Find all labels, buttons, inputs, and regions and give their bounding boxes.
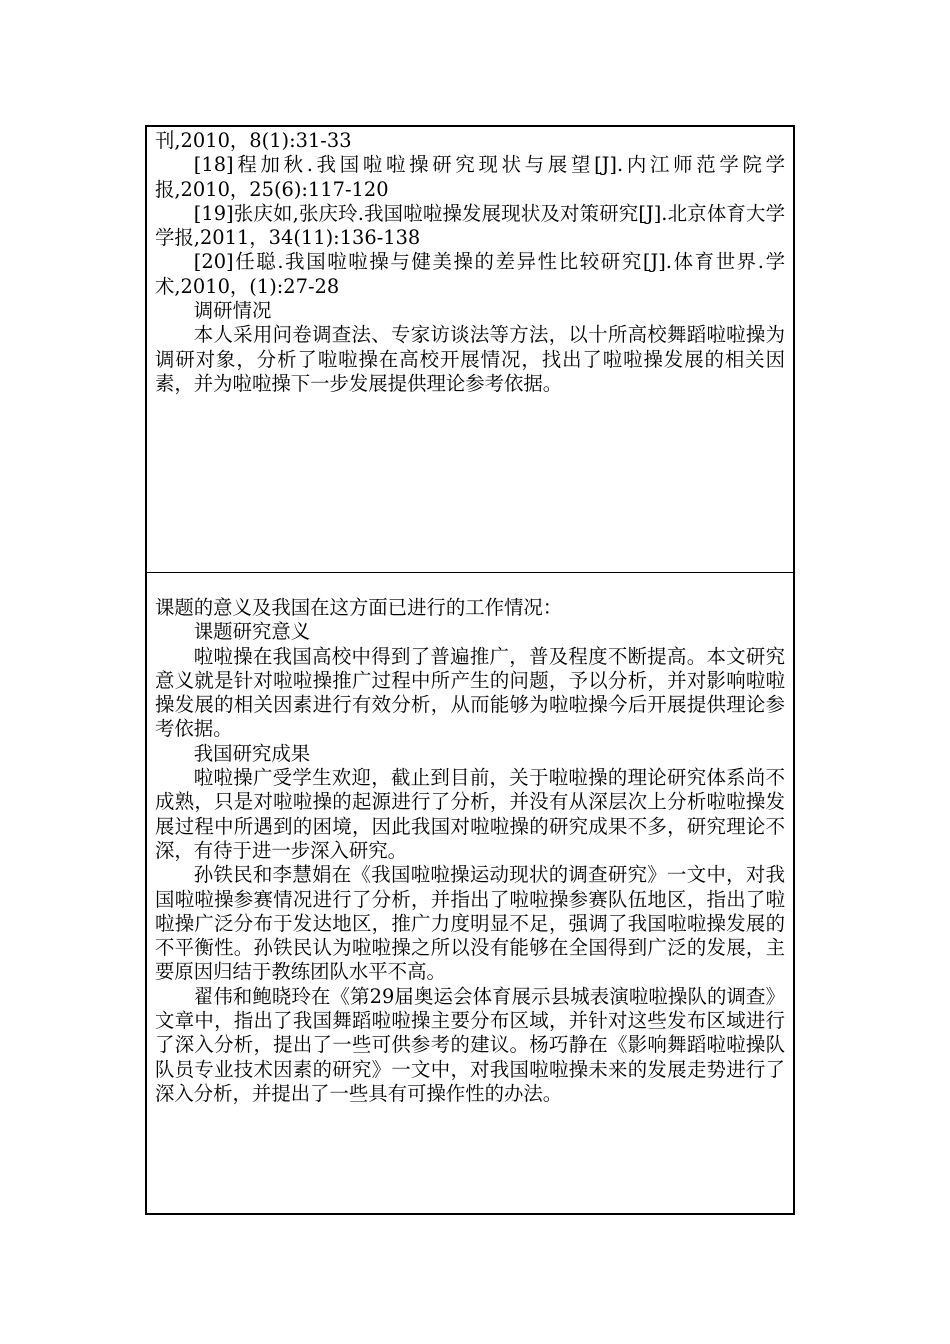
significance-text [155, 596, 785, 1106]
survey-body: 本人采用问卷调查法、专家访谈法等方法，以十所高校舞蹈啦啦操为调研对象，分析了啦啦操在高校开展情况，找出了啦啦操发展的相关因素，并为啦啦操下一步发展提供理论参考依据。 [155, 323, 785, 395]
reference-20: [20]任聪.我国啦啦操与健美操的差异性比较研究[J].体育世界.学术,2010，(1):27-28 [155, 250, 785, 298]
reference-19: [19]张庆如,张庆玲.我国啦啦操发展现状及对策研究[J].北京体育大学学报,2011，34(11):136-138 [155, 201, 785, 250]
significance-cell [145, 572, 795, 1215]
meaning-heading: 课题研究意义 [193, 620, 311, 644]
results-paragraph-2: 孙铁民和李慧娟在《我国啦啦操运动现状的调查研究》一文中，对我国啦啦操参赛情况进行了分析，并指出了啦啦操参赛队伍地区，指出了啦啦操广泛分布于发达地区，推广力度明显不足，强调了我国啦啦操发展的不平衡性。孙铁民认为啦啦操之所以没有能够在全国得到广泛的发展，主要原因归结于教练团队水平不高。 [155, 863, 785, 984]
results-paragraph-3: 翟伟和鲍晓玲在《第29届奥运会体育展示县城表演啦啦操队的调查》文章中，指出了我国舞蹈啦啦操主要分布区域，并针对这些发布区域进行了深入分析，提出了一些可供参考的建议。杨巧静在《影响舞蹈啦啦操队队员专业技术因素的研究》一文中，对我国啦啦操未来的发展走势进行了深入分析，并提出了一些具有可操作性的办法。 [155, 984, 785, 1105]
results-heading: 我国研究成果 [193, 741, 311, 765]
survey-heading: 调研情况 [193, 299, 272, 323]
reference-18: [18]程加秋.我国啦啦操研究现状与展望[J].内江师范学院学报,2010，25(6):117-120 [155, 153, 785, 201]
references-cell [145, 125, 795, 573]
section-title: 课题的意义及我国在这方面已进行的工作情况： [155, 596, 563, 619]
results-paragraph-1: 啦啦操广受学生欢迎，截止到目前，关于啦啦操的理论研究体系尚不成熟，只是对啦啦操的起源进行了分析，并没有从深层次上分析啦啦操发展过程中所遇到的困境，因此我国对啦啦操的研究成果不多，研究理论不深，有待于进一步深入研究。 [155, 766, 785, 862]
meaning-body: 啦啦操在我国高校中得到了普遍推广，普及程度不断提高。本文研究意义就是针对啦啦操推广过程中所产生的问题，予以分析，并对影响啦啦操发展的相关因素进行有效分析，从而能够为啦啦操今后开展提供理论参考依据。 [155, 644, 785, 741]
references-text [155, 129, 785, 396]
reference-17-tail: 刊,2010，8(1):31-33 [155, 129, 352, 152]
